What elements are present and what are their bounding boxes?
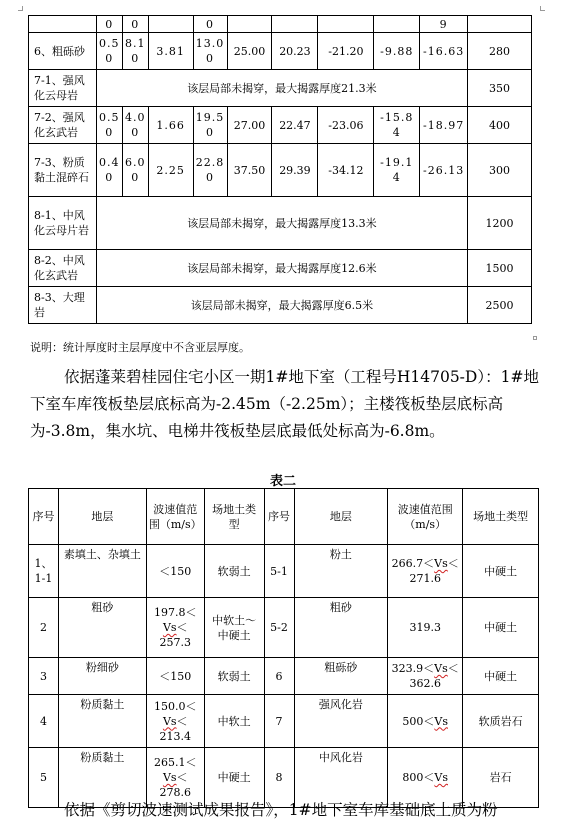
value-cell	[318, 16, 374, 33]
value-cell: -23.06	[318, 107, 374, 144]
table-row	[29, 658, 539, 695]
header-cell: 序号	[29, 489, 59, 545]
value-cell: 19.50	[193, 107, 227, 144]
value-cell: 25.00	[227, 33, 272, 70]
velocity-upper: ＜271.6	[409, 557, 459, 585]
velocity-cell	[146, 598, 204, 658]
layer-name-cell: 8-2、中风化玄武岩	[29, 250, 97, 287]
header-cell: 地层	[294, 489, 388, 545]
value-cell	[148, 16, 193, 33]
value-cell: 0	[193, 16, 227, 33]
table-caption: 表二	[269, 474, 296, 489]
header-cell: 波速值范围（m/s）	[388, 489, 463, 545]
velocity-symbol: Vs	[434, 662, 448, 675]
velocity-symbol: Vs	[434, 771, 448, 784]
seq-cell: 6	[264, 658, 294, 695]
value-cell: 2.25	[148, 144, 193, 197]
velocity-lower: 323.9＜	[391, 662, 435, 675]
value-cell: 0	[96, 16, 122, 33]
layer-name-cell: 6、粗砾砂	[29, 33, 97, 70]
merged-note-cell: 该层局部未揭穿，最大揭露厚度13.3米	[96, 197, 467, 250]
value-cell: -34.12	[318, 144, 374, 197]
table-row	[29, 107, 532, 144]
layer-name-cell: 8-1、中风化云母片岩	[29, 197, 97, 250]
velocity-lower: 197.8＜	[153, 606, 197, 619]
value-cell: 280	[468, 33, 532, 70]
soil-type-cell: 软弱土	[204, 658, 264, 695]
soil-type-cell: 中软土～中硬土	[204, 598, 264, 658]
velocity-upper: ＜362.6	[409, 662, 459, 690]
soil-type-cell: 中软土	[204, 695, 264, 748]
merged-note-cell: 该层局部未揭穿，最大揭露厚度6.5米	[96, 287, 467, 324]
table-row	[29, 144, 532, 197]
value-cell: 2500	[468, 287, 532, 324]
soil-type-cell: 岩石	[463, 748, 539, 808]
merged-note-cell: 该层局部未揭穿，最大揭露厚度12.6米	[96, 250, 467, 287]
soil-type-cell: 软质岩石	[463, 695, 539, 748]
seq-cell: 7	[264, 695, 294, 748]
seq-cell: 4	[29, 695, 59, 748]
value-cell: 8.10	[122, 33, 148, 70]
value-cell: -16.63	[420, 33, 468, 70]
velocity-cell	[388, 695, 463, 748]
value-cell: -9.88	[374, 33, 420, 70]
value-cell: 6.00	[122, 144, 148, 197]
stratum-cell: 粗砂	[58, 598, 146, 658]
paragraph-shear-wave	[30, 797, 540, 824]
velocity-cell	[146, 658, 204, 695]
stratum-cell: 粉土	[294, 545, 388, 598]
velocity-cell	[388, 658, 463, 695]
velocity-lower: 800＜	[402, 771, 435, 784]
merged-note-cell: 该层局部未揭穿，最大揭露厚度21.3米	[96, 70, 467, 107]
soil-type-cell: 中硬土	[463, 545, 539, 598]
value-cell: -21.20	[318, 33, 374, 70]
crop-mark	[18, 6, 23, 11]
table-row	[29, 545, 539, 598]
value-cell: 4.00	[122, 107, 148, 144]
soil-type-cell: 中硬土	[463, 598, 539, 658]
soil-type-cell: 中硬土	[204, 748, 264, 808]
stratum-cell: 强风化岩	[294, 695, 388, 748]
value-cell: 20.23	[272, 33, 318, 70]
value-cell: 9	[420, 16, 468, 33]
velocity-lower: 500＜	[402, 714, 435, 728]
crop-mark	[533, 336, 537, 340]
value-cell: 1200	[468, 197, 532, 250]
table-row	[29, 16, 532, 33]
seq-cell: 5	[29, 748, 59, 808]
value-cell: 0.50	[96, 33, 122, 70]
layer-name-cell: 7-3、粉质黏土混碎石	[29, 144, 97, 197]
value-cell	[272, 16, 318, 33]
paragraph-elevation	[30, 364, 540, 445]
velocity-cell	[388, 598, 463, 658]
velocity-symbol: Vs	[162, 771, 177, 784]
layer-name-cell: 7-1、强风化云母岩	[29, 70, 97, 107]
stratum-cell: 粗砂	[294, 598, 388, 658]
velocity-upper: ＜278.6	[159, 771, 191, 799]
value-cell: 0.50	[96, 107, 122, 144]
value-cell	[227, 16, 272, 33]
seq-cell: 1、1-1	[29, 545, 59, 598]
layer-name-cell	[29, 16, 97, 33]
header-cell: 地层	[58, 489, 146, 545]
soil-layer-table	[28, 15, 532, 324]
header-cell: 波速值范围（m/s）	[146, 489, 204, 545]
stratum-cell: 素填土、杂填土	[58, 545, 146, 598]
stratum-cell: 粗砾砂	[294, 658, 388, 695]
stratum-cell: 粉质黏土	[58, 695, 146, 748]
velocity-symbol: Vs	[162, 621, 177, 634]
layer-name-cell: 8-3、大理岩	[29, 287, 97, 324]
crop-mark	[540, 6, 545, 11]
stratum-cell: 粉细砂	[58, 658, 146, 695]
stratum-cell: 中风化岩	[294, 748, 388, 808]
velocity-symbol: Vs	[434, 557, 448, 570]
velocity-cell	[146, 695, 204, 748]
paragraph-text: 依据《剪切波速测试成果报告》，1#地下室车库基础底土质为粉	[64, 801, 498, 819]
velocity-symbol: Vs	[434, 714, 448, 728]
velocity-lower: 150.0＜	[153, 699, 197, 713]
velocity-upper: ＜213.4	[159, 714, 191, 743]
soil-type-cell: 中硬土	[463, 658, 539, 695]
table-note: 说明：统计厚度时主层厚度中不含亚层厚度。	[30, 341, 250, 354]
header-cell: 序号	[264, 489, 294, 545]
wave-velocity-table	[28, 488, 539, 808]
value-cell: -26.13	[420, 144, 468, 197]
value-cell: 0	[122, 16, 148, 33]
value-cell: 3.81	[148, 33, 193, 70]
value-cell: 27.00	[227, 107, 272, 144]
seq-cell: 8	[264, 748, 294, 808]
table-header-row	[29, 489, 539, 545]
table-row	[29, 250, 532, 287]
velocity-lower: 266.7＜	[391, 557, 435, 570]
table-row	[29, 70, 532, 107]
value-cell: 1500	[468, 250, 532, 287]
layer-name-cell: 7-2、强风化玄武岩	[29, 107, 97, 144]
seq-cell: 2	[29, 598, 59, 658]
header-cell: 场地土类型	[204, 489, 264, 545]
table-row	[29, 197, 532, 250]
velocity-lower: ＜150	[159, 669, 192, 683]
value-cell: 29.39	[272, 144, 318, 197]
velocity-upper: ＜257.3	[159, 621, 191, 649]
value-cell	[374, 16, 420, 33]
value-cell: 22.80	[193, 144, 227, 197]
header-cell: 场地土类型	[463, 489, 539, 545]
seq-cell: 3	[29, 658, 59, 695]
soil-type-cell: 软弱土	[204, 545, 264, 598]
table-row	[29, 33, 532, 70]
table-row	[29, 598, 539, 658]
velocity-cell	[388, 545, 463, 598]
velocity-lower: 319.3	[409, 621, 441, 634]
seq-cell: 5-2	[264, 598, 294, 658]
seq-cell: 5-1	[264, 545, 294, 598]
value-cell: -19.14	[374, 144, 420, 197]
value-cell: 400	[468, 107, 532, 144]
value-cell: 22.47	[272, 107, 318, 144]
value-cell: 300	[468, 144, 532, 197]
velocity-symbol: Vs	[162, 714, 177, 728]
velocity-cell	[146, 545, 204, 598]
paragraph-text: 依据蓬莱碧桂园住宅小区一期1#地下室（工程号H14705-D）：1#地下室车库筏板垫层底标高为-2.45m（-2.25m）；主楼筏板垫层底标高为-3.8m，集水坑、电梯井筏板垫层底最低处标高为-6.8m。	[30, 368, 539, 440]
value-cell	[468, 16, 532, 33]
value-cell: 13.00	[193, 33, 227, 70]
velocity-lower: 265.1＜	[153, 756, 197, 769]
stratum-cell: 粉质黏土	[58, 748, 146, 808]
table-row	[29, 287, 532, 324]
value-cell: 37.50	[227, 144, 272, 197]
velocity-lower: ＜150	[159, 564, 192, 578]
value-cell: 1.66	[148, 107, 193, 144]
value-cell: 350	[468, 70, 532, 107]
table-row	[29, 695, 539, 748]
value-cell: -15.84	[374, 107, 420, 144]
value-cell: 0.40	[96, 144, 122, 197]
value-cell: -18.97	[420, 107, 468, 144]
